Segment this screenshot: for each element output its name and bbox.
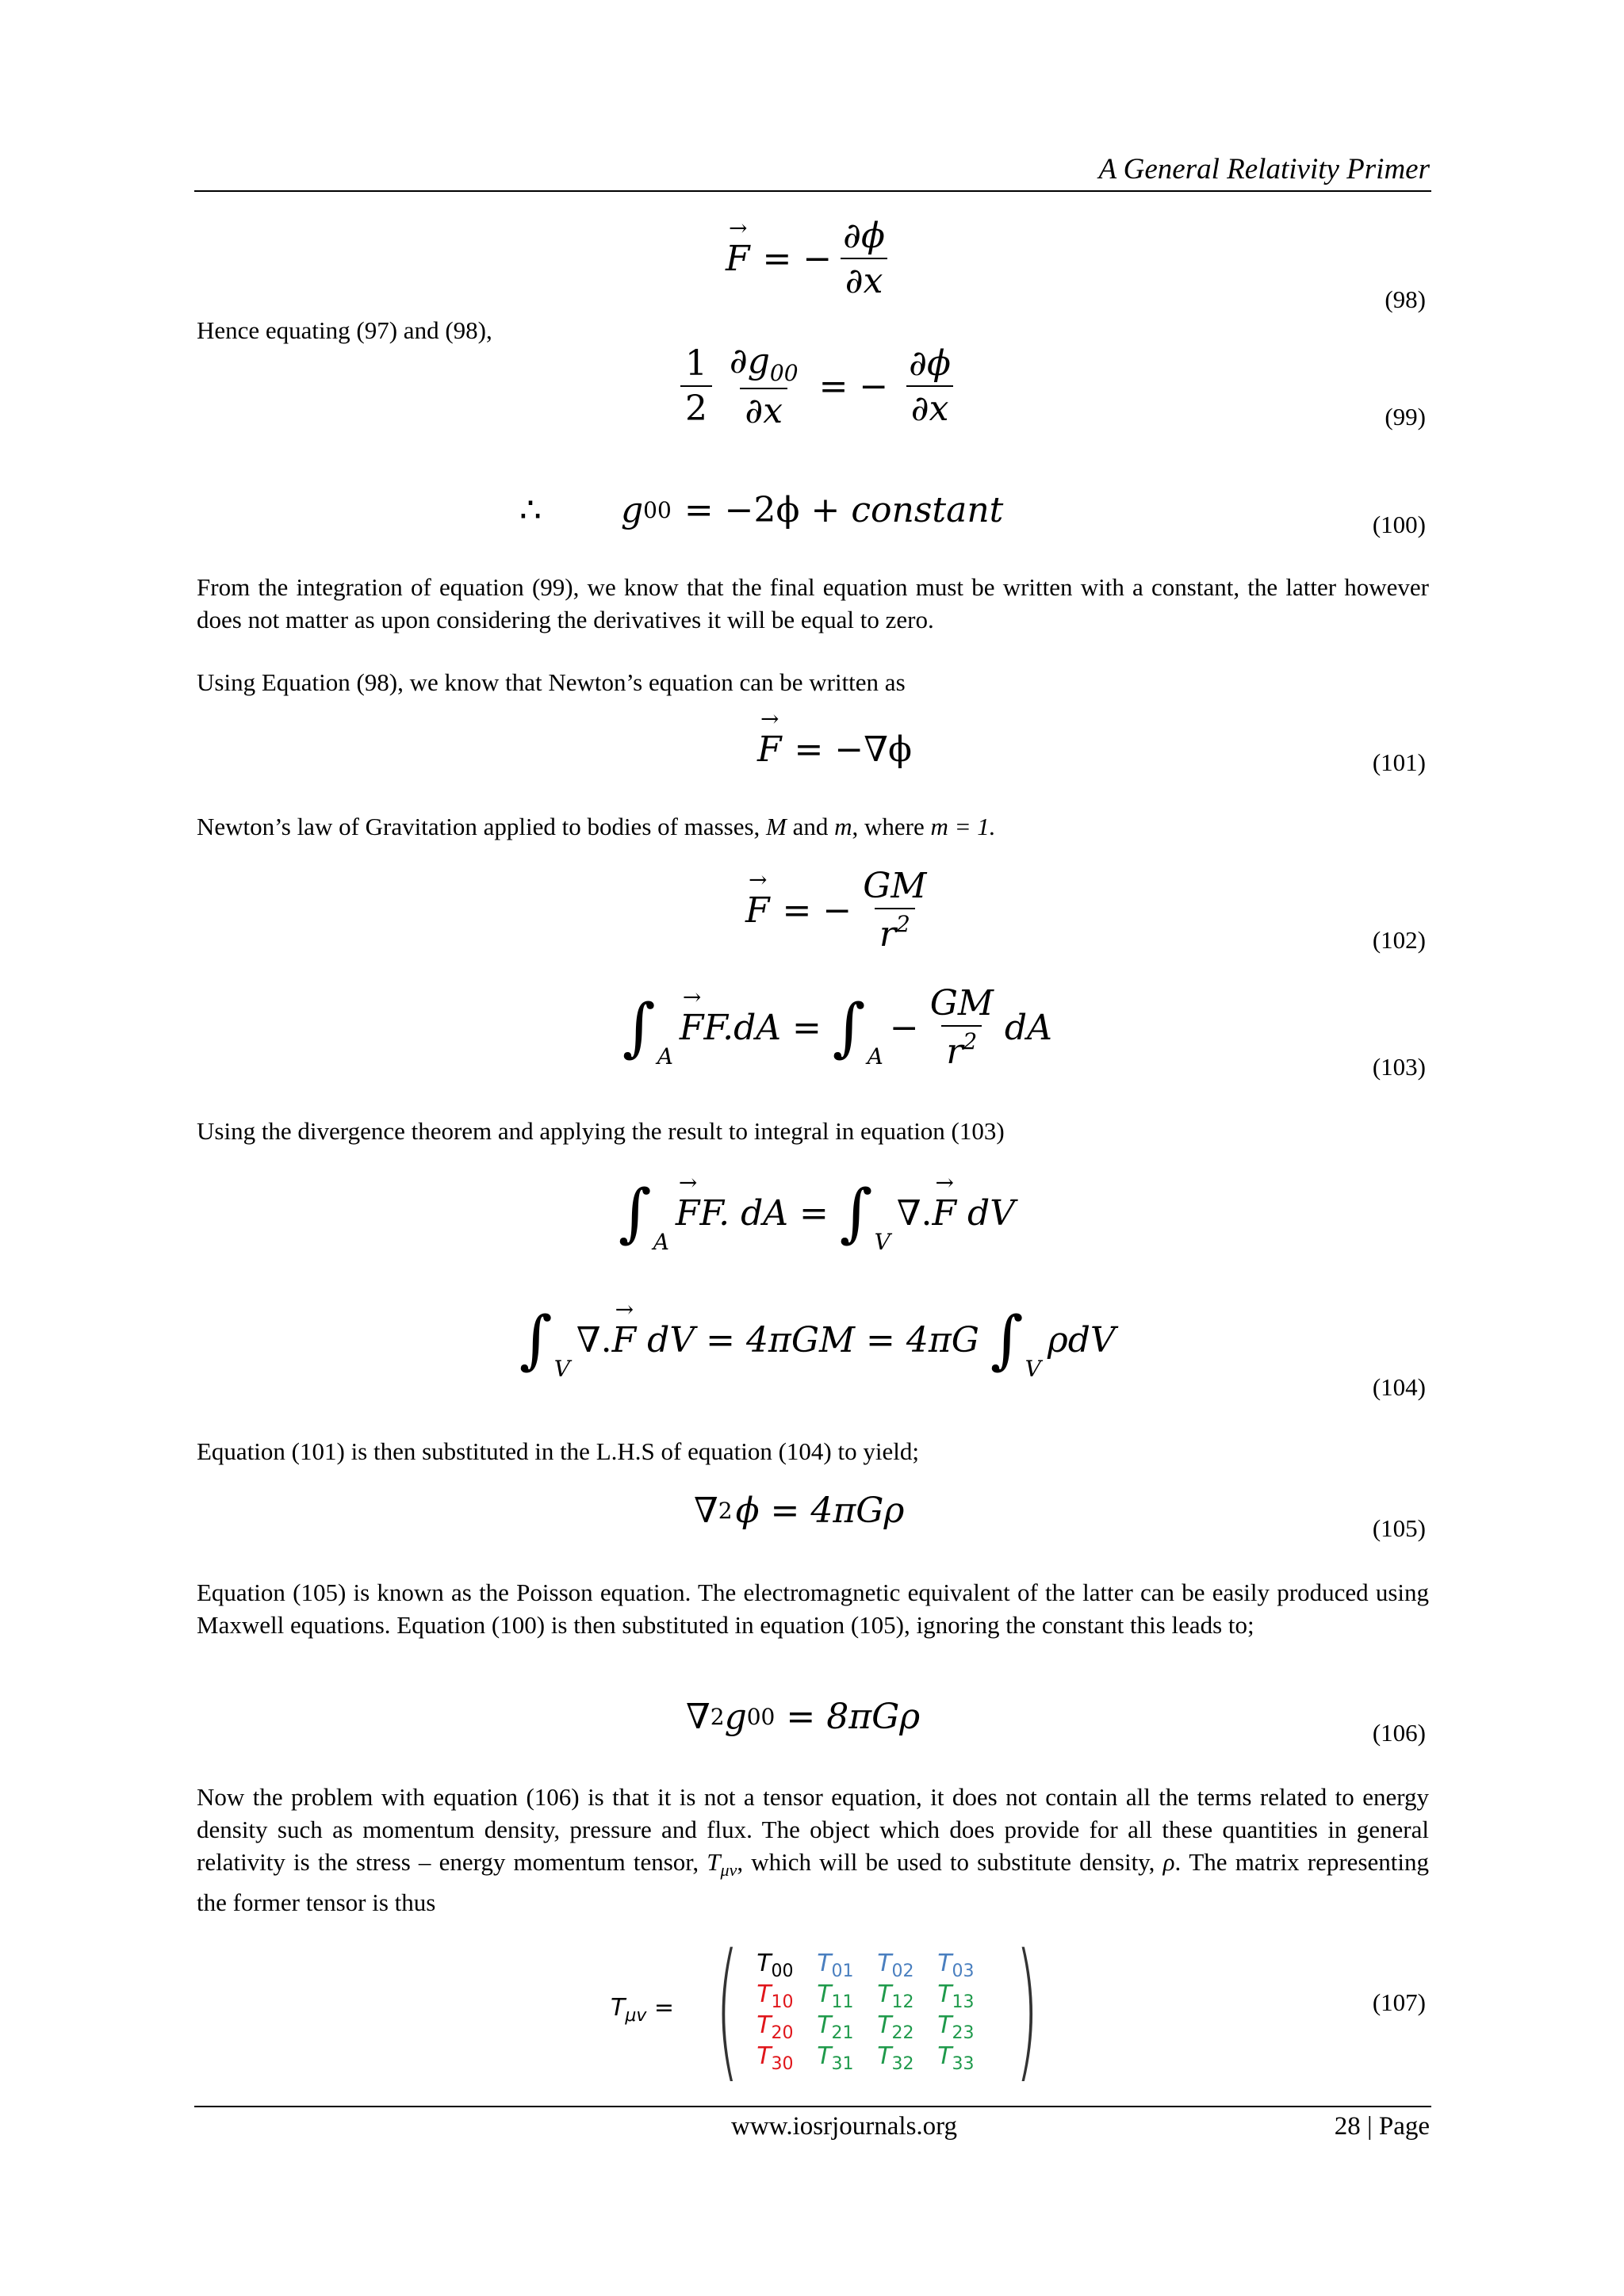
- eq103-num: GM: [929, 983, 994, 1024]
- matrix-cell: $T_{01}$: [817, 1950, 854, 1981]
- equation-103: [622, 983, 1052, 1072]
- integral-sign: ∫: [832, 990, 866, 1064]
- matrix-cell: $T_{33}$: [937, 2042, 975, 2074]
- integral-sign: ∫: [990, 1303, 1024, 1376]
- eq99-den2: ∂x: [906, 385, 954, 429]
- equation-number-106: (106): [1372, 1719, 1426, 1747]
- eq106-rhs: = 8πGρ: [775, 1697, 921, 1737]
- matrix-grid: [756, 1948, 998, 2072]
- eq104b-body1: ∇.: [576, 1319, 612, 1360]
- eq101-lhs: → F: [757, 729, 782, 770]
- paragraph-tensor-problem: [197, 1781, 1429, 1919]
- equation-number-100: (100): [1372, 511, 1426, 538]
- p8-text-b: , which will be used to substitute density,: [737, 1848, 1163, 1876]
- p4-text: Newton’s law of Gravitation applied to bodies of masses,: [197, 813, 767, 840]
- equation-number-98: (98): [1385, 285, 1426, 313]
- running-header-title: A General Relativity Primer: [1098, 153, 1430, 186]
- matrix-cell: $T_{22}$: [877, 2011, 914, 2043]
- header-rule: [194, 190, 1431, 192]
- equation-number-102: (102): [1372, 926, 1426, 954]
- eq99-half-num: 1: [685, 343, 707, 384]
- matrix-cell: $T_{10}$: [756, 1980, 794, 2012]
- eq100-constant: constant: [851, 490, 1004, 530]
- matrix-cell: $T_{02}$: [877, 1950, 914, 1981]
- eq104b-mid: dV = 4πGM = 4πG: [636, 1319, 990, 1360]
- p4-and: and: [786, 813, 835, 840]
- eq104b-tail: ρdV: [1047, 1319, 1116, 1360]
- eq102-lhs: → F: [745, 890, 770, 931]
- eq101-rhs: = −∇ϕ: [794, 729, 912, 770]
- eq98-num: ∂ϕ: [843, 216, 886, 256]
- paragraph-divergence: Using the divergence theorem and applying the result to integral in equation (103): [197, 1117, 1005, 1145]
- matrix-left-paren: (: [715, 1922, 739, 2097]
- matrix-label-T: T: [611, 1994, 626, 2022]
- matrix-label-sub: μv: [625, 2006, 647, 2026]
- integral-sign: ∫: [839, 1176, 873, 1249]
- paragraph-hence-equating: Hence equating (97) and (98),: [197, 316, 492, 344]
- equation-100: [519, 490, 1003, 530]
- eq103-tail: dA: [1004, 1007, 1052, 1048]
- integral-sign: ∫: [619, 1176, 652, 1249]
- integral-sign: ∫: [519, 1303, 553, 1376]
- eq102-eq: = −: [782, 890, 852, 931]
- equation-number-105: (105): [1372, 1514, 1426, 1542]
- equation-104-line2: [519, 1303, 1116, 1382]
- matrix-cell: $T_{03}$: [937, 1950, 975, 1981]
- equation-101: [757, 729, 912, 770]
- eq99-num1: ∂g: [730, 341, 770, 381]
- paragraph-using-98: Using Equation (98), we know that Newton’s equation can be written as: [197, 668, 906, 696]
- eq99-fraction-1: [725, 341, 803, 431]
- eq102-den: r: [879, 914, 896, 955]
- matrix-cell: $T_{11}$: [817, 1980, 854, 2012]
- eq103-minus: −: [889, 1007, 919, 1048]
- eq104a-vec: → F: [933, 1193, 957, 1234]
- eq98-lhs: → F: [726, 239, 750, 279]
- eq99-eq: = −: [818, 365, 889, 407]
- eq103-den: r: [946, 1031, 963, 1072]
- eq99-half: [680, 343, 712, 429]
- p8-rho: ρ: [1162, 1848, 1175, 1876]
- paragraph-newton-law: [197, 810, 1429, 843]
- eq99-half-den: 2: [680, 385, 712, 429]
- eq105-nabla: ∇: [694, 1490, 718, 1531]
- matrix-cell: $T_{32}$: [877, 2042, 914, 2074]
- p8-T: T: [707, 1848, 721, 1876]
- eq105-rhs: ϕ = 4πGρ: [735, 1490, 905, 1531]
- equation-number-101: (101): [1372, 748, 1426, 776]
- equation-106: [686, 1697, 920, 1737]
- matrix-cell: $T_{21}$: [817, 2011, 854, 2043]
- matrix-cell: $T_{30}$: [756, 2042, 794, 2074]
- p4-mass-m: m: [834, 813, 852, 840]
- matrix-label: [611, 1994, 674, 2026]
- eq104a-vector-F: → F: [676, 1193, 700, 1234]
- eq104a-body2: ∇.: [896, 1192, 933, 1234]
- matrix-right-paren: ): [1015, 1922, 1040, 2097]
- p8-T-sub: μv: [720, 1860, 737, 1881]
- equation-107-matrix: [611, 1922, 1056, 2097]
- eq103-body1: F.dA =: [703, 1007, 833, 1048]
- footer-website: www.iosrjournals.org: [731, 2112, 958, 2141]
- integral-limit: A: [867, 1043, 883, 1070]
- matrix-cell: $T_{23}$: [937, 2011, 975, 2043]
- matrix-equals: =: [653, 1994, 675, 2022]
- integral-sign: ∫: [622, 990, 656, 1064]
- equation-99: [674, 341, 962, 431]
- paragraph-integration: From the integration of equation (99), we know that the final equation must be written with a constant, the latter however does not matter as upon considering the derivatives it will be equal to zero.: [197, 573, 1429, 633]
- eq100-g-sub: 00: [643, 497, 672, 523]
- eq98-fraction: [838, 216, 890, 301]
- matrix-cell: $T_{13}$: [937, 1980, 975, 2012]
- therefore-symbol: ∴: [519, 490, 542, 530]
- eq98-eq: = −: [762, 238, 833, 279]
- equation-number-107: (107): [1372, 1988, 1426, 2016]
- eq106-sup: 2: [710, 1704, 725, 1730]
- eq99-num2: ∂ϕ: [909, 343, 952, 384]
- p8-text-a: Now the problem with equation (106) is that it is not a tensor equation, it does not contain all the terms related to energy density such as momentum density, pressure and flux. The object which does provide for all these quantities in general relativity is the stress – energy momentum tensor,: [197, 1783, 1429, 1876]
- integral-limit: V: [553, 1355, 570, 1382]
- integral-limit: A: [653, 1228, 669, 1255]
- eq104a-tail: dV: [956, 1192, 1015, 1234]
- eq100-rhs: = −2ϕ +: [684, 490, 852, 530]
- eq98-den: ∂x: [841, 258, 888, 301]
- footer-page-number: 28 | Page: [1334, 2112, 1430, 2141]
- eq106-g: g: [724, 1697, 747, 1737]
- eq100-g: g: [621, 490, 644, 530]
- matrix-cell: $T_{12}$: [877, 1980, 914, 2012]
- equation-98: [726, 216, 896, 301]
- eq102-num: GM: [863, 866, 927, 906]
- eq102-den-sup: 2: [895, 911, 910, 937]
- p8-text-c: . The matrix representing the former tensor is thus: [197, 1848, 1429, 1917]
- eq103-den-sup: 2: [963, 1028, 978, 1054]
- eq99-num1-sub: 00: [769, 360, 799, 386]
- eq104b-vec: → F: [612, 1320, 637, 1360]
- eq105-sup: 2: [718, 1498, 733, 1524]
- equation-102: [745, 866, 937, 955]
- p4-mass-M: M: [766, 813, 787, 840]
- eq106-sub: 00: [746, 1704, 776, 1730]
- equation-105: [694, 1490, 904, 1531]
- paragraph-substituted-101: Equation (101) is then substituted in the L.H.S of equation (104) to yield;: [197, 1437, 919, 1465]
- eq104a-body1: F. dA =: [699, 1192, 840, 1234]
- eq106-nabla: ∇: [686, 1697, 710, 1737]
- equation-number-99: (99): [1385, 403, 1426, 430]
- equation-104-line1: [619, 1176, 1015, 1255]
- integral-limit: A: [657, 1043, 673, 1070]
- eq99-den1: ∂x: [740, 388, 787, 431]
- eq99-fraction-2: [904, 343, 956, 429]
- integral-limit: V: [1025, 1355, 1041, 1382]
- integral-limit: V: [874, 1228, 891, 1255]
- eq103-vector-F: → F: [680, 1008, 704, 1048]
- equation-number-104: (104): [1372, 1373, 1426, 1401]
- eq102-fraction: [858, 866, 931, 955]
- matrix-cell: $T_{00}$: [756, 1950, 794, 1981]
- p4-condition: m = 1.: [930, 813, 996, 840]
- matrix-cell: $T_{31}$: [817, 2042, 854, 2074]
- footer-rule: [194, 2106, 1431, 2107]
- paragraph-poisson: Equation (105) is known as the Poisson equation. The electromagnetic equivalent of the latter can be easily produced using Maxwell equations. Equation (100) is then substituted in equation (105), ignoring the constant this leads to;: [197, 1578, 1429, 1639]
- eq103-fraction: [925, 983, 998, 1072]
- matrix-cell: $T_{20}$: [756, 2011, 794, 2043]
- p4-where: , where: [852, 813, 931, 840]
- equation-number-103: (103): [1372, 1053, 1426, 1081]
